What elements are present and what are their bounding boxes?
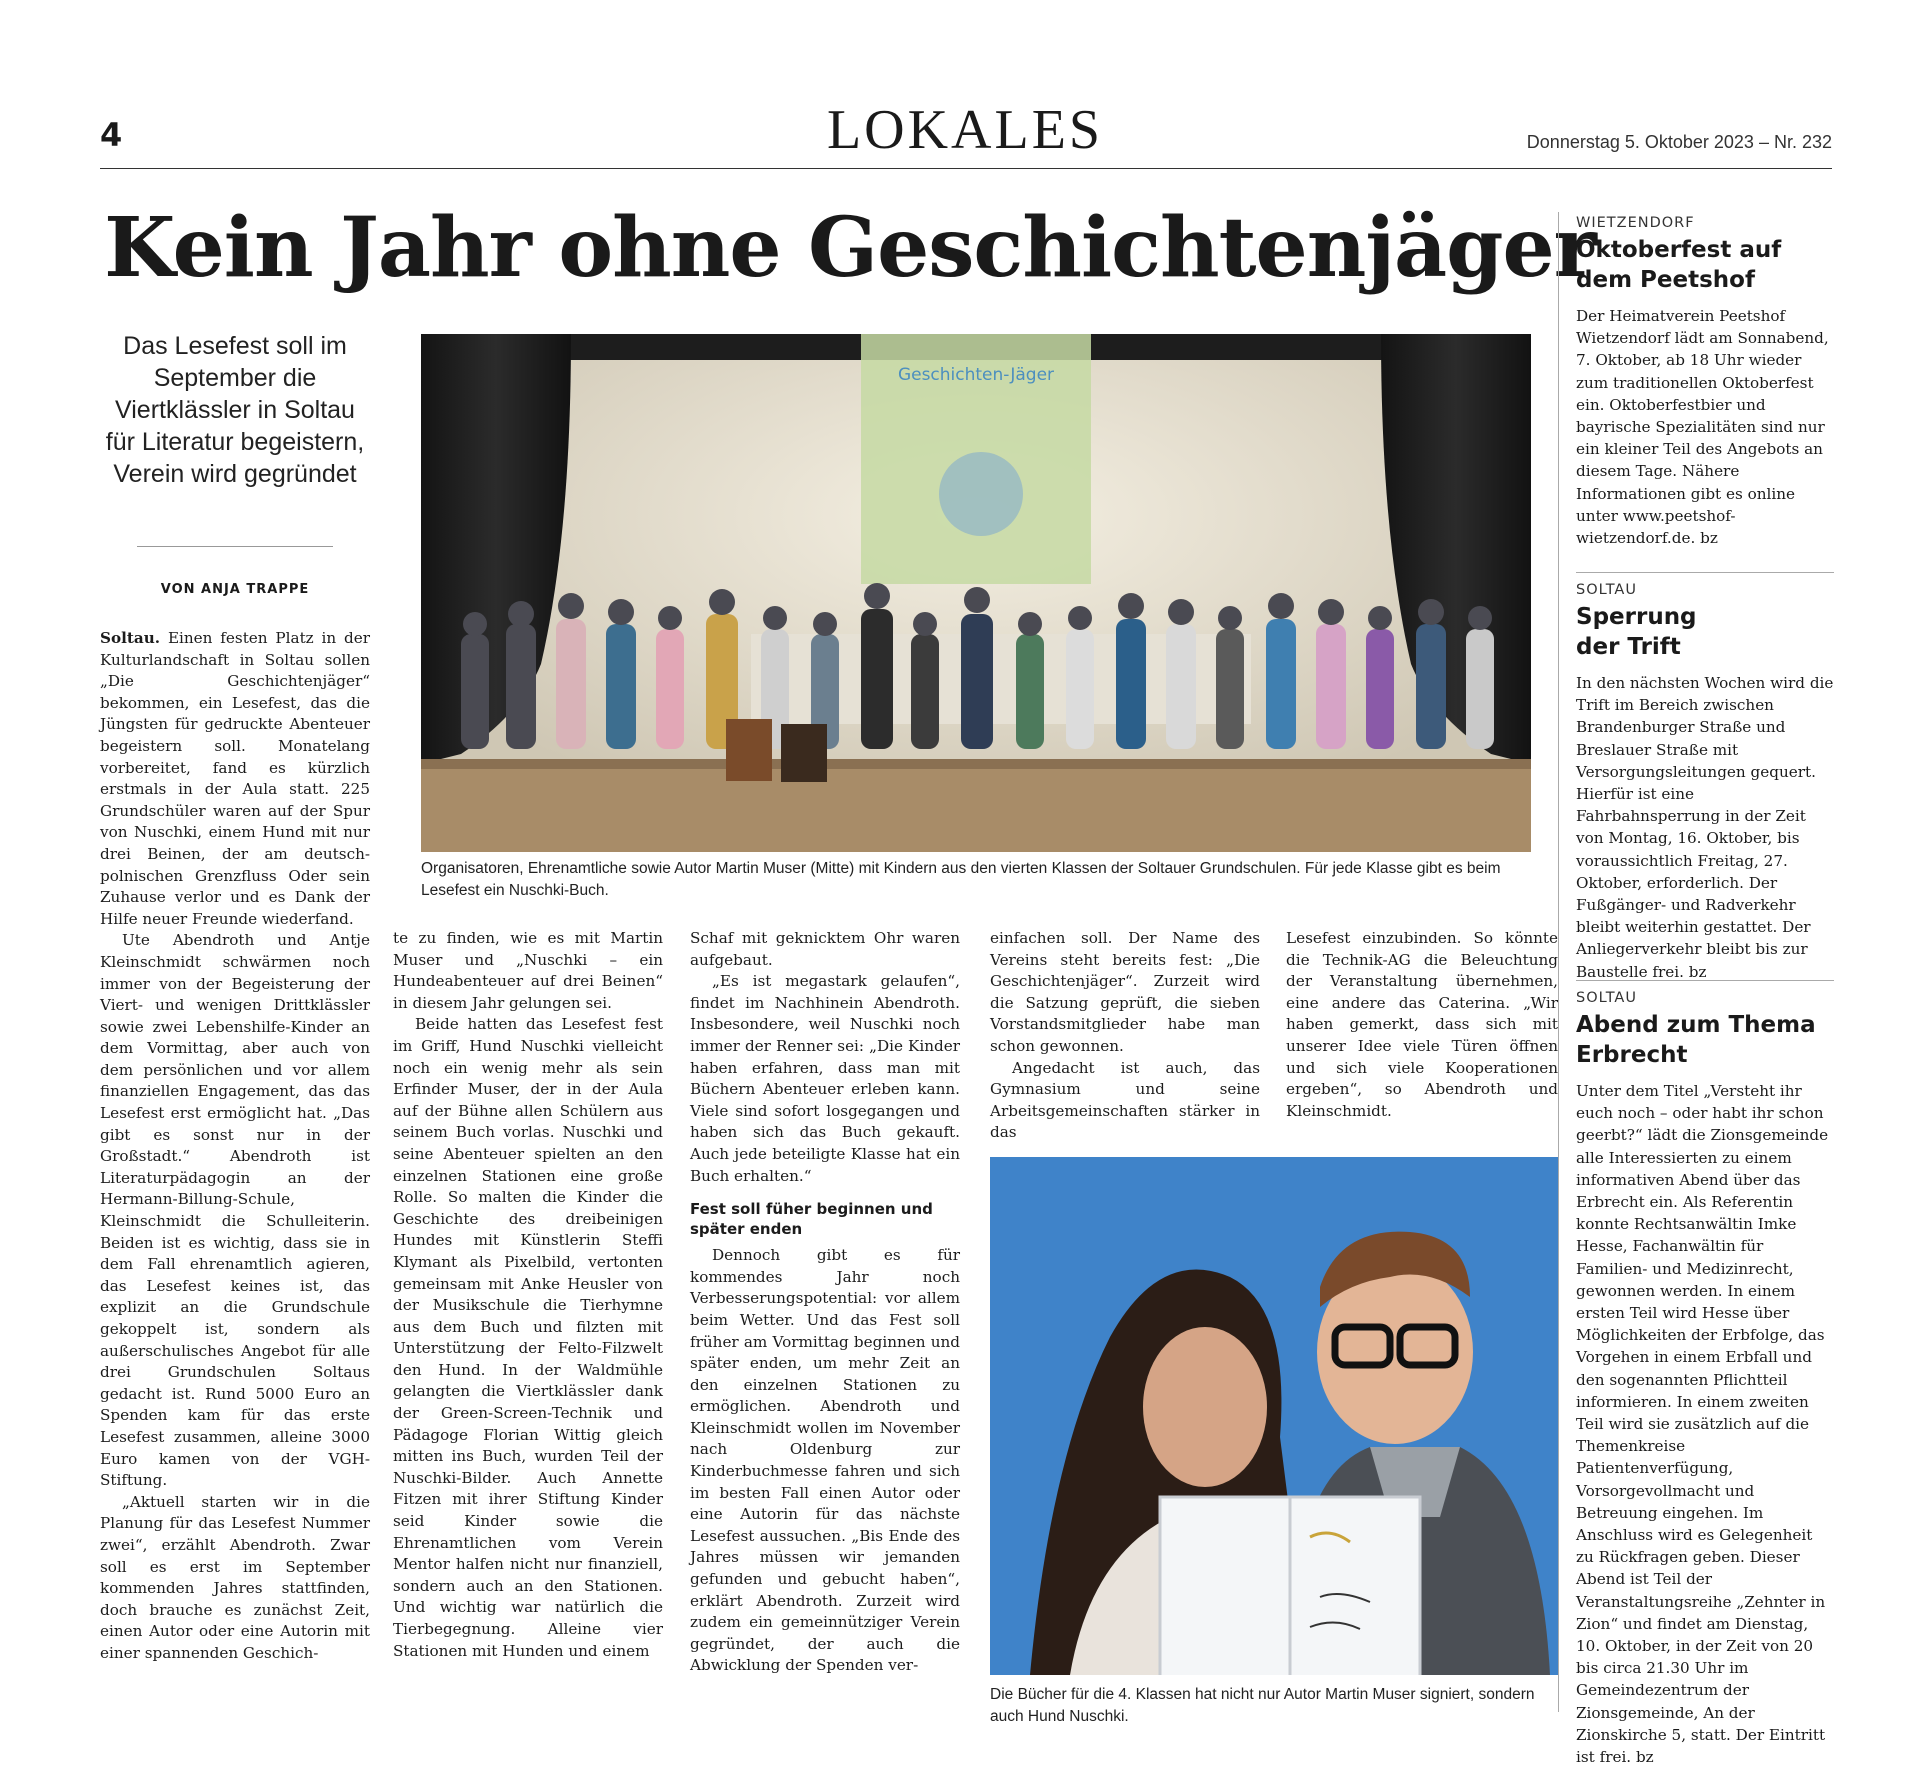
sidebar-rule (1558, 212, 1559, 1712)
sidebar-item-erbrecht (1576, 990, 1834, 1768)
sidebar-item-oktoberfest (1576, 215, 1834, 549)
article-paragraph: „Aktuell starten wir in die Planung für das Lesefest Nummer zwei“, erzählt Abendroth. Zwar soll es erst im September kommenden Jahres stattfinden, doch brauche es zunächst Zeit, einen Autor oder eine Autorin mit einer spannenden Geschich- (100, 1492, 370, 1662)
article-paragraph: einfachen soll. Der Name des Vereins steht bereits fest: „Die Geschichtenjäger“. Zurzeit wird die Satzung geprüft, die sieben Vorstandsmitglieder habe man schon gewonnen. (990, 929, 1260, 1055)
main-photo-caption: Organisatoren, Ehrenamtliche sowie Autor Martin Muser (Mitte) mit Kindern aus den vierten Klassen der Soltauer Grundschulen. Für jede Klasse gibt es beim Lesefest ein Nuschki-Buch. (421, 860, 1501, 899)
article-paragraph: Schaf mit geknicktem Ohr waren aufgebaut. (690, 929, 960, 969)
kids-book-photo (990, 1157, 1558, 1675)
section-title: LOKALES (826, 99, 1104, 161)
sidebar-headline: Sperrung der Trift (1576, 604, 1697, 660)
byline: VON ANJA TRAPPE (160, 582, 310, 597)
sidebar-kicker: WIETZENDORF (1576, 215, 1695, 231)
dateline: Soltau. (100, 629, 161, 647)
article-column-1 (100, 628, 370, 1665)
article-paragraph: „Es ist megastark gelaufen“, findet im Nachhinein Abendroth. Insbesondere, weil Nuschki noch immer der Renner sei: „Die Kinder haben erfahren, dass man mit Büchern Abenteuer erleben kann. Viele sind sofort losgegangen und haben sich das Buch gekauft. Auch jede beteiligte Klasse hat ein Buch erhalten.“ (690, 972, 960, 1185)
article-paragraph: Ute Abendroth und Antje Kleinschmidt schwärmen noch immer von der Begeisterung der Viert- und wenigen Drittklässler sowie zwei Lebenshilfe-Kinder an dem Vormittag, aber auch von dem persönlichen und vor allem finanziellen Engagement, das das Lesefest erst ermöglicht hat. „Das gibt es sonst nur in der Großstadt.“ Abendroth ist Literaturpädagogin an der Hermann-Billung-Schule, Kleinschmidt die Schulleiterin. Beiden ist es wichtig, dass sie in dem Fall ehrenamtlich agieren, das Lesefest keines ist, das explizit an die Grundschule gekoppelt ist, sondern als außerschulisches Angebot für alle drei Grundschulen Soltaus gedacht ist. Rund 5000 Euro an Spenden kam für das erste Lesefest zusammen, alleine 3000 Euro kamen von der VGH-Stiftung. (100, 931, 370, 1490)
sidebar-divider (1576, 572, 1834, 573)
kids-book-photo-caption: Die Bücher für die 4. Klassen hat nicht nur Autor Martin Muser signiert, sondern auch Hund Nuschki. (990, 1686, 1535, 1725)
teaser-rule (137, 546, 333, 547)
article-column-4 (990, 928, 1260, 1144)
article-subhead: Fest soll füher beginnen und später enden (690, 1200, 933, 1239)
article-paragraph (100, 628, 370, 930)
sidebar-body: Der Heimatverein Peetshof Wietzendorf lädt am Sonnabend, 7. Oktober, ab 18 Uhr wieder zum traditionellen Oktoberfest ein. Oktoberfestbier und bayrische Spezialitäten sind nur ein kleiner Teil des Angebots an diesem Tage. Nähere Informationen gibt es online unter www.peetshof-wietzendorf.de. bz (1576, 307, 1829, 548)
header-rule (100, 168, 1832, 169)
article-teaser: Das Lesefest soll im September die Viertklässler in Soltau für Literatur begeistern, Verein wird gegründet (105, 332, 365, 488)
article-paragraph: Angedacht ist auch, das Gymnasium und seine Arbeitsgemeinschaften stärker in das (990, 1058, 1260, 1142)
article-column-5 (1286, 928, 1558, 1122)
article-paragraph: Dennoch gibt es für kommendes Jahr noch Verbesserungspotential: vor allem beim Wetter. Und das Fest soll früher am Vormittag beginnen und später enden, um mehr Zeit an den einzelnen Stationen zu ermöglichen. Abendroth und Kleinschmidt wollen im November nach Oldenburg zur Kinderbuchmesse fahren und sich im besten Fall einen Autor oder eine Autorin für das nächste Lesefest aussuchen. „Bis Ende des Jahres müssen wir jemanden gefunden und gebucht haben“, erklärt Abendroth. Zurzeit wird zudem ein gemeinnütziger Verein gegründet, der auch die Abwicklung der Spenden ver- (690, 1246, 960, 1675)
sidebar-body: In den nächsten Wochen wird die Trift im Bereich zwischen Brandenburger Straße und Breslauer Straße mit Versorgungsleitungen gequert. Hierfür ist eine Fahrbahnsperrung in der Zeit von Montag, 16. Oktober, bis voraussichtlich Freitag, 27. Oktober, erforderlich. Der Fußgänger- und Radverkehr bleibt weiterhin gestattet. Der Anliegerverkehr bleibt bis zur Baustelle frei. bz (1576, 674, 1834, 981)
issue-date: Donnerstag 5. Oktober 2023 – Nr. 232 (1526, 132, 1832, 152)
page-number: 4 (100, 116, 123, 154)
sidebar-kicker: SOLTAU (1576, 990, 1637, 1006)
poster-title: Geschichten-Jäger (897, 365, 1055, 385)
article-column-2 (393, 928, 663, 1662)
sidebar-body: Unter dem Titel „Versteht ihr euch noch – oder habt ihr schon geerbt?“ lädt die Zionsgemeinde alle Interessierten zu einem informativen Abend über das Erbrecht ein. Als Referentin konnte Rechtsanwältin Imke Hesse, Fachanwältin für Familien- und Medizinrecht, gewonnen werden. In einem ersten Teil wird Hesse über Möglichkeiten der Erbfolge, das Vorgehen in einem Erbfall und den sogenannten Pflichtteil informieren. In einem zweiten Teil wird sie zusätzlich auf die Themenkreise Patientenverfügung, Vorsorgevollmacht und Betreuung eingehen. Im Anschluss wird es Gelegenheit zu Rückfragen geben. Dieser Abend ist Teil der Veranstaltungsreihe „Zehnter in Zion“ und findet am Dienstag, 10. Oktober, in der Zeit von 20 bis circa 21.30 Uhr im Gemeindezentrum der Zionsgemeinde, An der Zionskirche 5, statt. Der Eintritt ist frei. bz (1576, 1082, 1829, 1767)
dateline-text: Einen festen Platz in der Kulturlandschaft in Soltau sollen „Die Geschichtenjäger“ bekommen, ein Lesefest, das die Jüngsten für gedruckte Abenteuer begeistern soll. Monatelang vorbereitet, fand es kürzlich erstmals in der Aula statt. 225 Grundschüler waren auf der Spur von Nuschki, einem Hund mit nur drei Beinen, der am deutsch-polnischen Grenzfluss Oder sein Zuhause verlor und es Dank der Hilfe neuer Freunde wiederfand. (100, 629, 371, 928)
sidebar-headline: Oktoberfest auf dem Peetshof (1576, 237, 1782, 293)
main-photo (421, 334, 1531, 852)
sidebar-item-trift (1576, 582, 1834, 983)
article-paragraph: te zu finden, wie es mit Martin Muser und „Nuschki – ein Hundeabenteuer auf drei Beinen“ in diesem Jahr gelungen sei. (393, 929, 663, 1012)
sidebar-divider (1576, 980, 1834, 981)
article-paragraph: Lesefest einzubinden. So könnte die Technik-AG die Beleuchtung der Veranstaltung übernehmen, eine andere das Caterina. „Wir haben gemerkt, dass sich mit unserer Idee viele Türen öffnen und sich viele Kooperationen ergeben“, so Abendroth und Kleinschmidt. (1286, 929, 1558, 1120)
sidebar-kicker: SOLTAU (1576, 582, 1637, 598)
sidebar-headline: Abend zum Thema Erbrecht (1576, 1012, 1816, 1068)
article-column-3 (690, 928, 960, 1677)
article-paragraph: Beide hatten das Lesefest fest im Griff, Hund Nuschki vielleicht noch ein wenig mehr als sein Erfinder Muser, der in der Aula auf der Bühne allen Schülern aus seinem Buch vorlas. Nuschki und seine Abenteuer spielten an den einzelnen Stationen eine große Rolle. So malten die Kinder die Geschichte des dreibeinigen Hundes mit Künstlerin Steffi Klymant als Pixelbild, vertonten gemeinsam mit Anke Heusler von der Musikschule die Tierhymne aus dem Buch und filzten mit Unterstützung der Felto-Filzwelt den Hund. In der Waldmühle gelangten die Viertklässler dank der Green-Screen-Technik und Pädagoge Florian Wittig gleich mitten ins Buch, wurden Teil der Nuschki-Bilder. Auch Annette Fitzen mit ihrer Stiftung Kinder seid Kinder sowie die Ehrenamtlichen vom Verein Mentor halfen nicht nur finanziell, sondern auch an den Stationen. Und wichtig war natürlich die Tierbegegnung. Alleine vier Stationen mit Hunden und einem (393, 1015, 663, 1660)
article-headline: Kein Jahr ohne Geschichtenjäger (104, 200, 1596, 296)
